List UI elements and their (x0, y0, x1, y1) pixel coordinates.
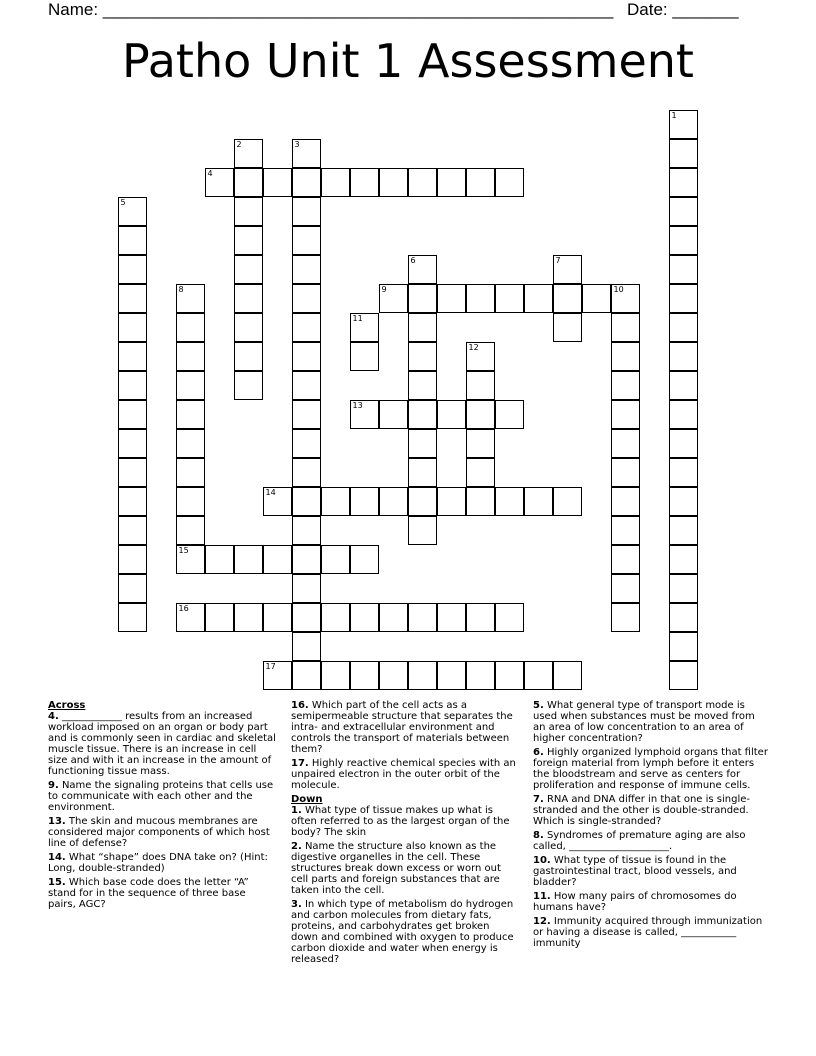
down-clue-7: 7. RNA and DNA differ in that one is single-stranded and the other is double-stranded. Which is single-stranded? (533, 794, 750, 827)
grid-cell[interactable] (292, 226, 321, 255)
grid-cell[interactable] (669, 168, 698, 197)
grid-cell[interactable] (611, 603, 640, 632)
down-clue-12: 12. Immunity acquired through immunization or having a disease is called, ___________ immunity (533, 916, 763, 949)
grid-cell[interactable] (408, 313, 437, 342)
page-title: Patho Unit 1 Assessment (122, 34, 694, 88)
grid-cell[interactable] (379, 400, 408, 429)
grid-cell[interactable] (611, 400, 640, 429)
grid-cell[interactable] (292, 371, 321, 400)
grid-cell[interactable] (495, 400, 524, 429)
grid-cell[interactable] (408, 429, 437, 458)
grid-cell[interactable] (321, 487, 350, 516)
grid-cell[interactable] (669, 429, 698, 458)
grid-cell[interactable] (466, 487, 495, 516)
grid-cell[interactable] (263, 661, 292, 690)
grid-cell[interactable] (350, 661, 379, 690)
grid-cell[interactable] (379, 603, 408, 632)
cell-number: 2 (236, 140, 242, 149)
down-clue-11: 11. How many pairs of chromosomes do humans have? (533, 891, 737, 913)
clues-column-1 (48, 700, 276, 913)
grid-cell[interactable] (292, 168, 321, 197)
grid-cell[interactable] (292, 197, 321, 226)
grid-cell[interactable] (118, 255, 147, 284)
grid-cell[interactable] (611, 574, 640, 603)
grid-cell[interactable] (553, 255, 582, 284)
grid-cell[interactable] (466, 661, 495, 690)
grid-cell[interactable] (234, 313, 263, 342)
grid-cell[interactable] (118, 197, 147, 226)
grid-cell[interactable] (350, 313, 379, 342)
grid-cell[interactable] (611, 545, 640, 574)
grid-cell[interactable] (669, 545, 698, 574)
grid-cell[interactable] (611, 342, 640, 371)
grid-cell[interactable] (669, 516, 698, 545)
grid-cell[interactable] (408, 342, 437, 371)
grid-cell[interactable] (234, 139, 263, 168)
grid-cell[interactable] (176, 458, 205, 487)
down-clue-1: 1. What type of tissue makes up what is often referred to as the largest organ of the body? The skin (291, 805, 510, 838)
grid-cell[interactable] (553, 284, 582, 313)
grid-cell[interactable] (292, 255, 321, 284)
grid-cell[interactable] (437, 661, 466, 690)
cell-number: 9 (381, 285, 387, 294)
grid-cell[interactable] (495, 603, 524, 632)
grid-cell[interactable] (437, 487, 466, 516)
cell-number: 5 (120, 198, 126, 207)
grid-cell[interactable] (321, 603, 350, 632)
grid-cell[interactable] (176, 603, 205, 632)
grid-cell[interactable] (118, 284, 147, 313)
grid-cell[interactable] (379, 168, 408, 197)
grid-cell[interactable] (205, 603, 234, 632)
cell-number: 1 (671, 111, 677, 120)
down-heading: Down (291, 794, 323, 805)
down-clue-6: 6. Highly organized lymphoid organs that filter foreign material from lymph before it enters the bloodstream and serve as centers for proliferation and response of immune cells. (533, 747, 768, 791)
grid-cell[interactable] (205, 168, 234, 197)
grid-cell[interactable] (263, 168, 292, 197)
grid-cell[interactable] (669, 284, 698, 313)
grid-cell[interactable] (176, 545, 205, 574)
across-clue-14: 14. What “shape” does DNA take on? (Hint: Long, double-stranded) (48, 852, 268, 874)
grid-cell[interactable] (234, 284, 263, 313)
grid-cell[interactable] (292, 429, 321, 458)
across-clue-17: 17. Highly reactive chemical species with an unpaired electron in the outer orbit of the molecule. (291, 758, 516, 791)
cell-number: 4 (207, 169, 213, 178)
grid-cell[interactable] (408, 284, 437, 313)
clues-column-2 (291, 700, 519, 968)
grid-cell[interactable] (669, 603, 698, 632)
grid-cell[interactable] (669, 458, 698, 487)
grid-cell[interactable] (350, 603, 379, 632)
grid-cell[interactable] (495, 284, 524, 313)
grid-cell[interactable] (466, 284, 495, 313)
grid-cell[interactable] (669, 226, 698, 255)
down-clue-3: 3. In which type of metabolism do hydrogen and carbon molecules from dietary fats, proteins, and carbohydrates get broken down and combined with oxygen to produce carbon dioxide and water when energy is released? (291, 899, 514, 965)
grid-cell[interactable] (466, 168, 495, 197)
grid-cell[interactable] (669, 661, 698, 690)
cell-number: 17 (265, 662, 276, 671)
grid-cell[interactable] (292, 313, 321, 342)
grid-cell[interactable] (669, 487, 698, 516)
grid-cell[interactable] (611, 487, 640, 516)
grid-cell[interactable] (263, 603, 292, 632)
grid-cell[interactable] (408, 400, 437, 429)
grid-cell[interactable] (582, 284, 611, 313)
grid-cell[interactable] (118, 400, 147, 429)
grid-cell[interactable] (292, 516, 321, 545)
grid-cell[interactable] (118, 342, 147, 371)
grid-cell[interactable] (379, 487, 408, 516)
grid-cell[interactable] (118, 603, 147, 632)
grid-cell[interactable] (669, 400, 698, 429)
grid-cell[interactable] (379, 284, 408, 313)
grid-cell[interactable] (611, 458, 640, 487)
grid-cell[interactable] (176, 429, 205, 458)
grid-cell[interactable] (321, 168, 350, 197)
grid-cell[interactable] (611, 284, 640, 313)
grid-cell[interactable] (292, 603, 321, 632)
cell-number: 14 (265, 488, 276, 497)
grid-cell[interactable] (350, 168, 379, 197)
grid-cell[interactable] (437, 284, 466, 313)
grid-cell[interactable] (321, 661, 350, 690)
grid-cell[interactable] (669, 574, 698, 603)
grid-cell[interactable] (408, 458, 437, 487)
grid-cell[interactable] (234, 603, 263, 632)
grid-cell[interactable] (118, 487, 147, 516)
grid-cell[interactable] (292, 458, 321, 487)
grid-cell[interactable] (350, 545, 379, 574)
grid-cell[interactable] (466, 603, 495, 632)
cell-number: 13 (352, 401, 363, 410)
grid-cell[interactable] (234, 255, 263, 284)
clues-column-3 (533, 700, 768, 952)
grid-cell[interactable] (524, 487, 553, 516)
grid-cell[interactable] (495, 661, 524, 690)
grid-cell[interactable] (176, 284, 205, 313)
grid-cell[interactable] (176, 313, 205, 342)
grid-cell[interactable] (408, 661, 437, 690)
cell-number: 10 (613, 285, 624, 294)
grid-cell[interactable] (350, 400, 379, 429)
grid-cell[interactable] (118, 429, 147, 458)
grid-cell[interactable] (263, 545, 292, 574)
grid-cell[interactable] (118, 313, 147, 342)
across-heading: Across (48, 700, 86, 711)
grid-cell[interactable] (176, 342, 205, 371)
grid-cell[interactable] (234, 545, 263, 574)
grid-cell[interactable] (408, 255, 437, 284)
grid-cell[interactable] (466, 458, 495, 487)
grid-cell[interactable] (292, 487, 321, 516)
grid-cell[interactable] (408, 603, 437, 632)
grid-cell[interactable] (611, 516, 640, 545)
grid-cell[interactable] (292, 284, 321, 313)
grid-cell[interactable] (118, 226, 147, 255)
grid-cell[interactable] (292, 342, 321, 371)
grid-cell[interactable] (669, 342, 698, 371)
date-field-label: Date: _______ (627, 0, 739, 19)
grid-cell[interactable] (611, 429, 640, 458)
grid-cell[interactable] (292, 574, 321, 603)
grid-cell[interactable] (466, 400, 495, 429)
cell-number: 11 (352, 314, 363, 323)
grid-cell[interactable] (669, 371, 698, 400)
grid-cell[interactable] (176, 516, 205, 545)
across-clue-16: 16. Which part of the cell acts as a semipermeable structure that separates the intra- and extracellular environment and controls the transport of materials between them? (291, 700, 513, 755)
grid-cell[interactable] (176, 400, 205, 429)
cell-number: 12 (468, 343, 479, 352)
grid-cell[interactable] (408, 516, 437, 545)
grid-cell[interactable] (669, 110, 698, 139)
grid-cell[interactable] (176, 371, 205, 400)
grid-cell[interactable] (292, 400, 321, 429)
grid-cell[interactable] (350, 342, 379, 371)
grid-cell[interactable] (176, 487, 205, 516)
grid-cell[interactable] (379, 661, 408, 690)
across-clue-4: 4. ____________ results from an increased workload imposed on an organ or body part and is commonly seen in cardiac and skeletal muscle tissue. There is an increase in cell size and with it an increase in the amount of functioning tissue mass. (48, 711, 276, 777)
grid-cell[interactable] (118, 458, 147, 487)
down-clue-10: 10. What type of tissue is found in the gastrointestinal tract, blood vessels, and bladder? (533, 855, 737, 888)
grid-cell[interactable] (669, 313, 698, 342)
grid-cell[interactable] (292, 661, 321, 690)
grid-cell[interactable] (611, 371, 640, 400)
grid-cell[interactable] (205, 545, 234, 574)
grid-cell[interactable] (553, 313, 582, 342)
grid-cell[interactable] (408, 371, 437, 400)
down-clue-8: 8. Syndromes of premature aging are also called, ____________________. (533, 830, 746, 852)
grid-cell[interactable] (437, 168, 466, 197)
grid-cell[interactable] (350, 487, 379, 516)
across-clue-15: 15. Which base code does the letter “A” stand for in the sequence of three base pairs, AGC? (48, 877, 249, 910)
grid-cell[interactable] (118, 574, 147, 603)
grid-cell[interactable] (466, 342, 495, 371)
grid-cell[interactable] (437, 603, 466, 632)
grid-cell[interactable] (118, 545, 147, 574)
across-clue-13: 13. The skin and mucous membranes are considered major components of which host line of defense? (48, 816, 270, 849)
grid-cell[interactable] (118, 371, 147, 400)
cell-number: 15 (178, 546, 189, 555)
grid-cell[interactable] (495, 487, 524, 516)
grid-cell[interactable] (437, 400, 466, 429)
name-field-label: Name: ______________________________________________________ (48, 0, 614, 19)
across-clue-9: 9. Name the signaling proteins that cells use to communicate with each other and the environment. (48, 780, 274, 813)
grid-cell[interactable] (611, 313, 640, 342)
grid-cell[interactable] (263, 487, 292, 516)
grid-cell[interactable] (524, 284, 553, 313)
grid-cell[interactable] (466, 429, 495, 458)
grid-cell[interactable] (669, 255, 698, 284)
grid-cell[interactable] (524, 661, 553, 690)
grid-cell[interactable] (321, 545, 350, 574)
cell-number: 3 (294, 140, 300, 149)
grid-cell[interactable] (553, 487, 582, 516)
grid-cell[interactable] (408, 487, 437, 516)
grid-cell[interactable] (234, 168, 263, 197)
grid-cell[interactable] (408, 168, 437, 197)
cell-number: 16 (178, 604, 189, 613)
grid-cell[interactable] (495, 168, 524, 197)
down-clue-2: 2. Name the structure also known as the digestive organelles in the cell. These structures break down excess or worn out cell parts and foreign substances that are taken into the cell. (291, 841, 501, 896)
grid-cell[interactable] (292, 632, 321, 661)
grid-cell[interactable] (234, 226, 263, 255)
grid-cell[interactable] (553, 661, 582, 690)
grid-cell[interactable] (292, 545, 321, 574)
grid-cell[interactable] (669, 139, 698, 168)
grid-cell[interactable] (234, 342, 263, 371)
grid-cell[interactable] (234, 371, 263, 400)
cell-number: 6 (410, 256, 416, 265)
grid-cell[interactable] (669, 632, 698, 661)
grid-cell[interactable] (292, 139, 321, 168)
grid-cell[interactable] (118, 516, 147, 545)
cell-number: 8 (178, 285, 184, 294)
cell-number: 7 (555, 256, 561, 265)
grid-cell[interactable] (669, 197, 698, 226)
grid-cell[interactable] (466, 371, 495, 400)
down-clue-5: 5. What general type of transport mode is used when substances must be moved from an area of low concentration to an area of higher concentration? (533, 700, 755, 744)
grid-cell[interactable] (234, 197, 263, 226)
